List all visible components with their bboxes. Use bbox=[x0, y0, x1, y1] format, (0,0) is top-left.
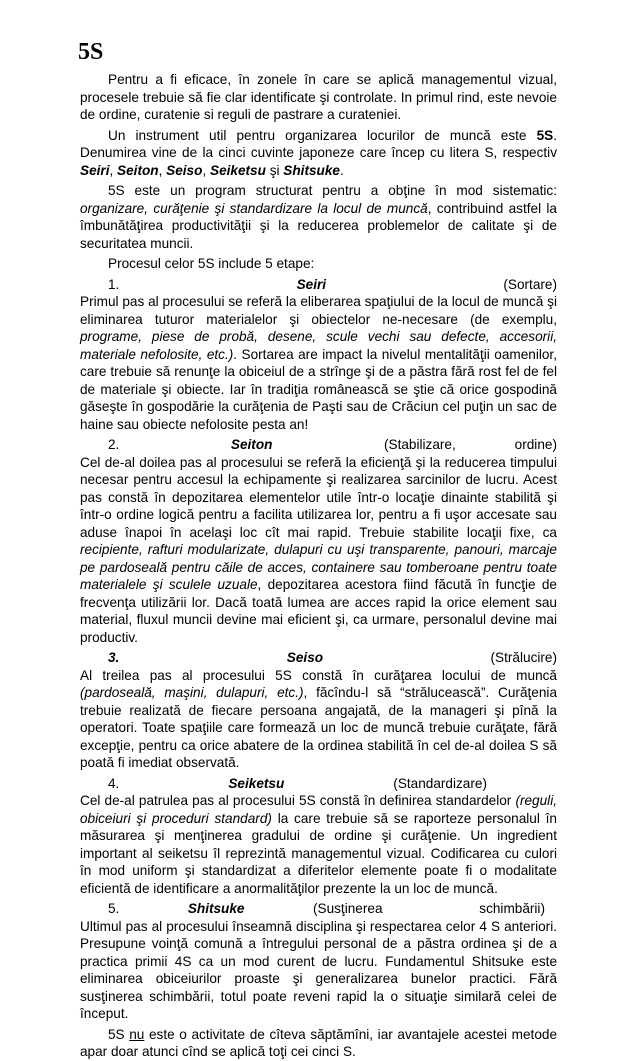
closing-b: este o activitate de cîteva săptămîni, iar avantajele acestei metode apar doar atunci cînd se aplică toţi cei cinci S. bbox=[80, 1026, 558, 1059]
intro-p3-italic: organizare, curăţenie şi standardizare la locul de muncă bbox=[80, 200, 428, 216]
step-4-text-a: Cel de-al patrulea pas al procesului 5S constă în definirea standardelor bbox=[80, 793, 516, 808]
word-seiketsu: Seiketsu bbox=[210, 162, 266, 178]
step-1-heading bbox=[80, 276, 557, 294]
intro-paragraph-3 bbox=[80, 182, 557, 252]
step-2-text-b: , depozitarea acestora fiind făcută în funcţie de frecvenţa utilizării lor. Dacă toată lumea are acces rapid la orice element sau material, fluxul muncii devine mai eficient şi, ca urmare, personalul devine mai productiv. bbox=[80, 577, 557, 645]
step-4-text-italic: (reguli, obiceiuri şi proceduri standard) bbox=[80, 793, 557, 826]
step-1-number: 1. bbox=[108, 276, 120, 292]
step-3-text-italic: (pardoseală, maşini, dulapuri, etc.) bbox=[80, 685, 304, 700]
step-2-paren-a: (Stabilizare, bbox=[383, 437, 456, 452]
intro-p2-text: Un instrument util pentru organizarea locurilor de muncă este bbox=[108, 127, 537, 143]
step-1-name: Seiri bbox=[296, 276, 327, 292]
step-2-text bbox=[80, 454, 557, 647]
intro-p3-b: , contribuind astfel la îmbunătăţirea productivităţii şi la reducerea problemelor de calitate şi de securitatea muncii. bbox=[80, 200, 557, 251]
step-2-heading bbox=[80, 436, 557, 454]
step-4-paren: (Standardizare) bbox=[393, 775, 487, 791]
step-2-text-italic: recipiente, rafturi modularizate, dulapuri cu uşi transparente, panouri, marcaje pe pardoseală pentru căile de acces, containere sau tomberoane pentru toate materialele şi sculele uzuale bbox=[80, 542, 557, 592]
step-1-text-b: . Sortarea are impact la nivelul mentalităţii oamenilor, care trebuie să renunţe la obiceiul de a strînge şi de a păstra fără rost fel de fel de materiale şi obiecte. Iar în tradiţia românească se ştie că orice gospodină găseşte în gospodărie la curăţenia de Paşti sau de Crăciun cel puţin un sac de haine sau obiecte nefolosite pesta an! bbox=[80, 346, 557, 432]
step-3-number: 3. bbox=[108, 650, 120, 665]
word-sep-3: , bbox=[202, 162, 210, 178]
word-seiton: Seiton bbox=[117, 162, 159, 178]
step-5-number: 5. bbox=[108, 901, 120, 916]
intro-paragraph-4: Procesul celor 5S include 5 etape: bbox=[108, 256, 315, 271]
intro-p3-a: 5S este un program structurat pentru a obţine în mod sistematic: bbox=[108, 183, 557, 198]
step-2-number: 2. bbox=[108, 437, 120, 452]
step-1-text-italic: programe, piese de probă, desene, scule vechi sau defecte, accesorii, materiale nefolosite, etc.) bbox=[80, 329, 557, 362]
word-shitsuke: Shitsuke bbox=[283, 162, 340, 178]
page-title: 5S bbox=[78, 39, 104, 65]
step-3-text bbox=[80, 667, 557, 772]
step-4-text-b: la care trebuie să se raporteze personalul în măsurarea şi menţinerea gradului de ordine şi curăţenie. Un ingredient important al seiketsu îl reprezintă managementul vizual. Codificarea cu culori în mod uniform şi standardizat a diferitelor elemente poate fi o modalitate eficientă de identificare a anormalităţilor prezente la un loc de muncă. bbox=[80, 810, 557, 896]
closing-a: 5S bbox=[108, 1026, 130, 1042]
intro-p2-rest: . Denumirea vine de la cinci cuvinte japoneze care încep cu litera S, respectiv bbox=[80, 127, 557, 160]
closing-nu: nu bbox=[129, 1026, 145, 1042]
step-4-name: Seiketsu bbox=[228, 775, 285, 791]
step-1-text bbox=[80, 293, 557, 433]
step-3-paren: (Strălucire) bbox=[490, 650, 557, 665]
intro-paragraph-1: Pentru a fi eficace, în zonele în care se aplică managementul vizual, procesele trebuie să fie clar identificate şi controlate. In primul rind, este nevoie de ordine, curatenie si reguli de pastrare a curateniei. bbox=[80, 72, 557, 122]
intro-paragraph-2 bbox=[80, 127, 557, 180]
step-4-text bbox=[80, 792, 557, 897]
word-seiso: Seiso bbox=[166, 162, 203, 178]
intro-p2-5s: 5S bbox=[536, 127, 554, 143]
closing-paragraph bbox=[80, 1026, 557, 1061]
step-2-text-a: Cel de-al doilea pas al procesului se referă la eficienţă şi la reducerea timpului necesar pentru accesul la echipamente şi realizarea sarcinilor de lucru. Acest pas constă în depozitarea elementelor utile într-o locaţie dinainte stabilită şi într-o ordine logică pentru a facilita utilizarea lor, pentru a fi uşor accesate sau aduse înapoi în acelaşi loc cît mai rapid. Trebuie stabilite locaţii fixe, ca bbox=[80, 454, 557, 540]
step-5-text: Ultimul pas al procesului înseamnă disciplina şi respectarea celor 4 S anteriori. Presupune voinţă comună a întregului personal de a păstra ordinea şi de a practica primii 4S ca un mod curent de lucru. Fundamentul Shitsuke este eliminarea obiceiurilor proaste şi generalizarea bunelor practici. Fără susţinerea schimbării, totul poate reveni rapid la o situaţie similară celei de început. bbox=[80, 918, 557, 1021]
document-body bbox=[80, 71, 557, 1061]
step-2-paren bbox=[384, 436, 557, 454]
step-5-paren-a: (Susţinerea bbox=[312, 901, 383, 916]
step-4-heading bbox=[80, 775, 557, 793]
step-3-text-b: , făcîndu-l să “strălucească”. Curăţenia trebuie realizată de fiecare persoana angajată, de la manageri şi pînă la operatori. Toate spaţiile care formează un loc de muncă trebuie curăţate, fără excepţie, pentru ca orice abatere de la ordinea stabilită în cel de-al doilea S să poată fi imediat observată. bbox=[80, 685, 558, 770]
step-3-heading bbox=[80, 649, 557, 667]
step-4-number: 4. bbox=[108, 775, 120, 791]
word-sep-1: , bbox=[109, 162, 118, 178]
step-2-name: Seiton bbox=[230, 437, 273, 452]
step-5-paren-b: schimbării) bbox=[479, 901, 545, 916]
step-5-name: Shitsuke bbox=[187, 901, 245, 916]
step-1-text-a: Primul pas al procesului se referă la eliberarea spaţiului de la locul de muncă şi eliminarea tuturor materialelor şi obiectelor ne-necesare (de exemplu, bbox=[80, 294, 557, 327]
word-seiri: Seiri bbox=[80, 162, 110, 178]
intro-p2-end: . bbox=[339, 162, 344, 178]
step-3-name: Seiso bbox=[286, 650, 324, 665]
step-1-paren: (Sortare) bbox=[503, 276, 557, 292]
step-2-paren-b: ordine) bbox=[514, 437, 557, 452]
word-and: şi bbox=[265, 162, 284, 178]
word-sep-2: , bbox=[158, 162, 167, 178]
step-3-text-a: Al treilea pas al procesului 5S constă în curăţarea locului de muncă bbox=[80, 667, 557, 683]
